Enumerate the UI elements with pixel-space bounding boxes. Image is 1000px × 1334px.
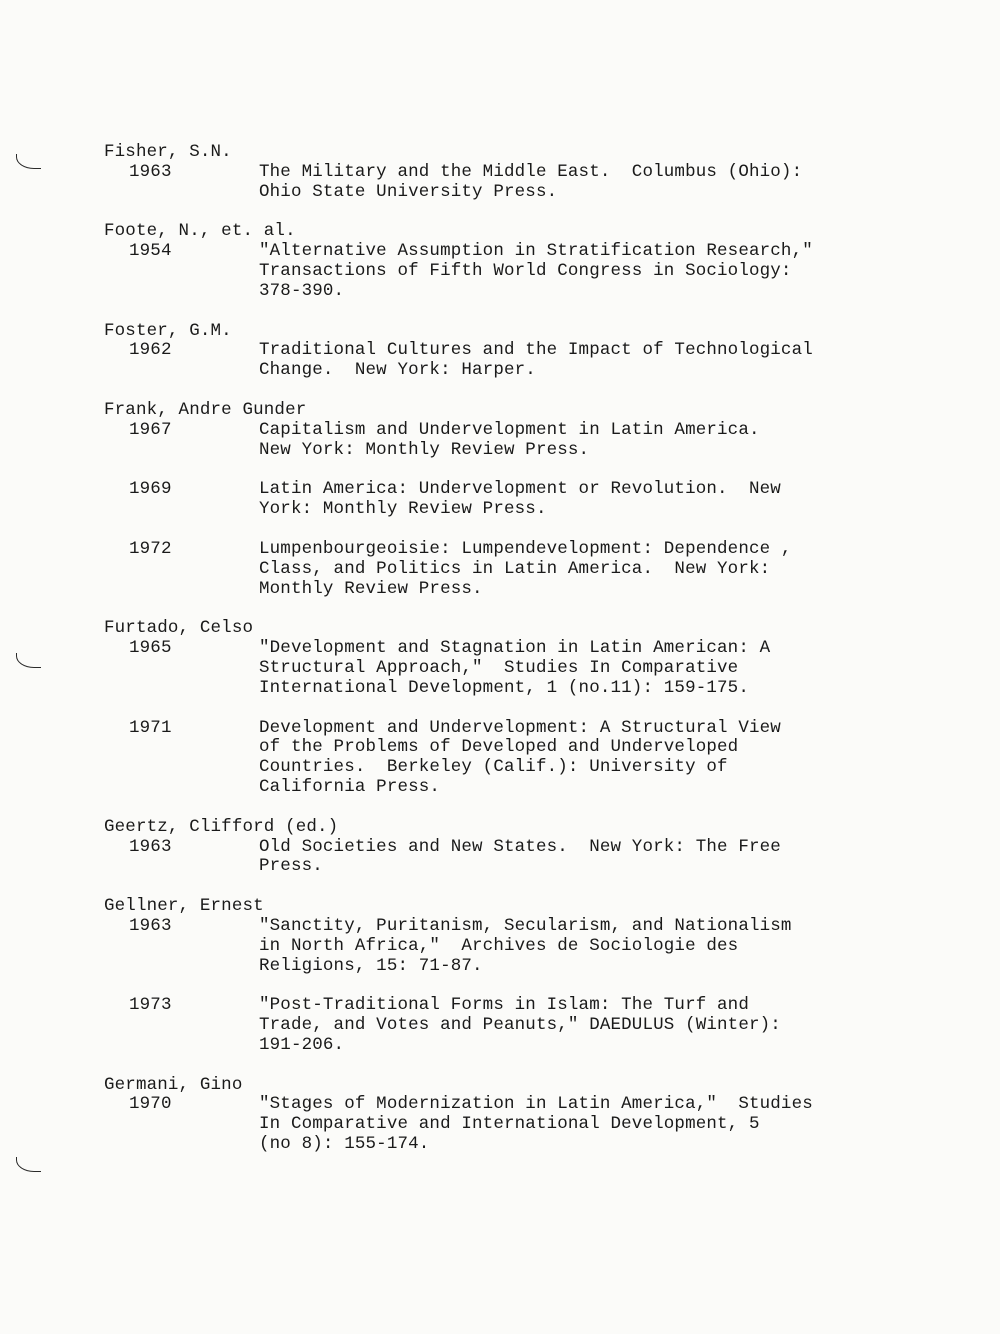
entry-author: Gellner, Ernest [104, 896, 264, 917]
work-citation: Latin America: Undervelopment or Revolution. New York: Monthly Review Press. [259, 479, 781, 520]
work-year: 1963 [129, 836, 172, 857]
work-citation: "Post-Traditional Forms in Islam: The Turf and Trade, and Votes and Peanuts," DAEDULUS (Winter): 191-206. [259, 995, 781, 1055]
work-year: 1963 [129, 915, 172, 936]
entry-author: Foote, N., et. al. [104, 221, 296, 242]
bibliography-entry [104, 401, 904, 599]
bibliography-entry [104, 222, 904, 301]
entry-work [104, 996, 904, 1055]
work-citation: The Military and the Middle East. Columbus (Ohio): Ohio State University Press. [259, 161, 803, 202]
entry-work [104, 917, 904, 976]
work-year: 1954 [129, 241, 172, 262]
binder-hole-mark-top [16, 154, 41, 169]
bibliography-entry [104, 818, 904, 877]
bibliography-entry [104, 619, 904, 797]
work-year: 1969 [129, 479, 172, 500]
work-citation: Capitalism and Undervelopment in Latin America. New York: Monthly Review Press. [259, 419, 760, 460]
work-citation: Development and Undervelopment: A Structural View of the Problems of Developed and Underveloped Countries. Berkeley (Calif.): University of California Press. [259, 717, 781, 797]
entry-work [104, 421, 904, 461]
work-citation: "Development and Stagnation in Latin American: A Structural Approach," Studies In Comparative International Development, 1 (no.11): 159-175. [259, 638, 771, 698]
work-citation: "Stages of Modernization in Latin America," Studies In Comparative and International Development, 5 (no 8): 155-174. [259, 1094, 813, 1155]
work-year: 1967 [129, 419, 172, 440]
entry-work [104, 540, 904, 599]
entry-work [104, 163, 904, 203]
entry-author: Geertz, Clifford (ed.) [104, 816, 339, 837]
entry-author: Fisher, S.N. [104, 142, 232, 162]
entry-work [104, 480, 904, 520]
work-year: 1970 [129, 1094, 172, 1115]
entry-work [104, 242, 904, 301]
bibliography-list [104, 143, 904, 1155]
work-citation: Lumpenbourgeoisie: Lumpendevelopment: Dependence , Class, and Politics in Latin America. New York: Monthly Review Press. [259, 538, 792, 599]
work-year: 1962 [129, 340, 172, 361]
work-year: 1973 [129, 995, 172, 1016]
bibliography-entry [104, 897, 904, 1056]
entry-work [104, 838, 904, 878]
entry-author: Foster, G.M. [104, 320, 232, 341]
work-year: 1963 [129, 161, 172, 182]
entry-author: Furtado, Celso [104, 618, 254, 639]
work-year: 1965 [129, 638, 172, 659]
bibliography-entry [104, 1076, 904, 1155]
work-citation: Traditional Cultures and the Impact of Technological Change. New York: Harper. [259, 340, 813, 381]
work-citation: "Alternative Assumption in Stratification Research," Transactions of Fifth World Congress in Sociology: 378-390. [259, 241, 813, 301]
entry-work [104, 1095, 904, 1154]
bibliography-entry [104, 143, 904, 202]
entry-author: Frank, Andre Gunder [104, 399, 307, 420]
work-citation: "Sanctity, Puritanism, Secularism, and Nationalism in North Africa," Archives de Sociologie des Religions, 15: 71-87. [259, 915, 792, 976]
work-year: 1972 [129, 538, 172, 559]
entry-work [104, 341, 904, 381]
entry-work [104, 639, 904, 698]
binder-hole-mark-middle [16, 653, 41, 668]
binder-hole-mark-bottom [16, 1157, 41, 1172]
entry-author: Germani, Gino [104, 1074, 243, 1095]
work-citation: Old Societies and New States. New York: The Free Press. [259, 836, 781, 877]
entry-work [104, 719, 904, 798]
bibliography-entry [104, 322, 904, 381]
work-year: 1971 [129, 717, 172, 738]
